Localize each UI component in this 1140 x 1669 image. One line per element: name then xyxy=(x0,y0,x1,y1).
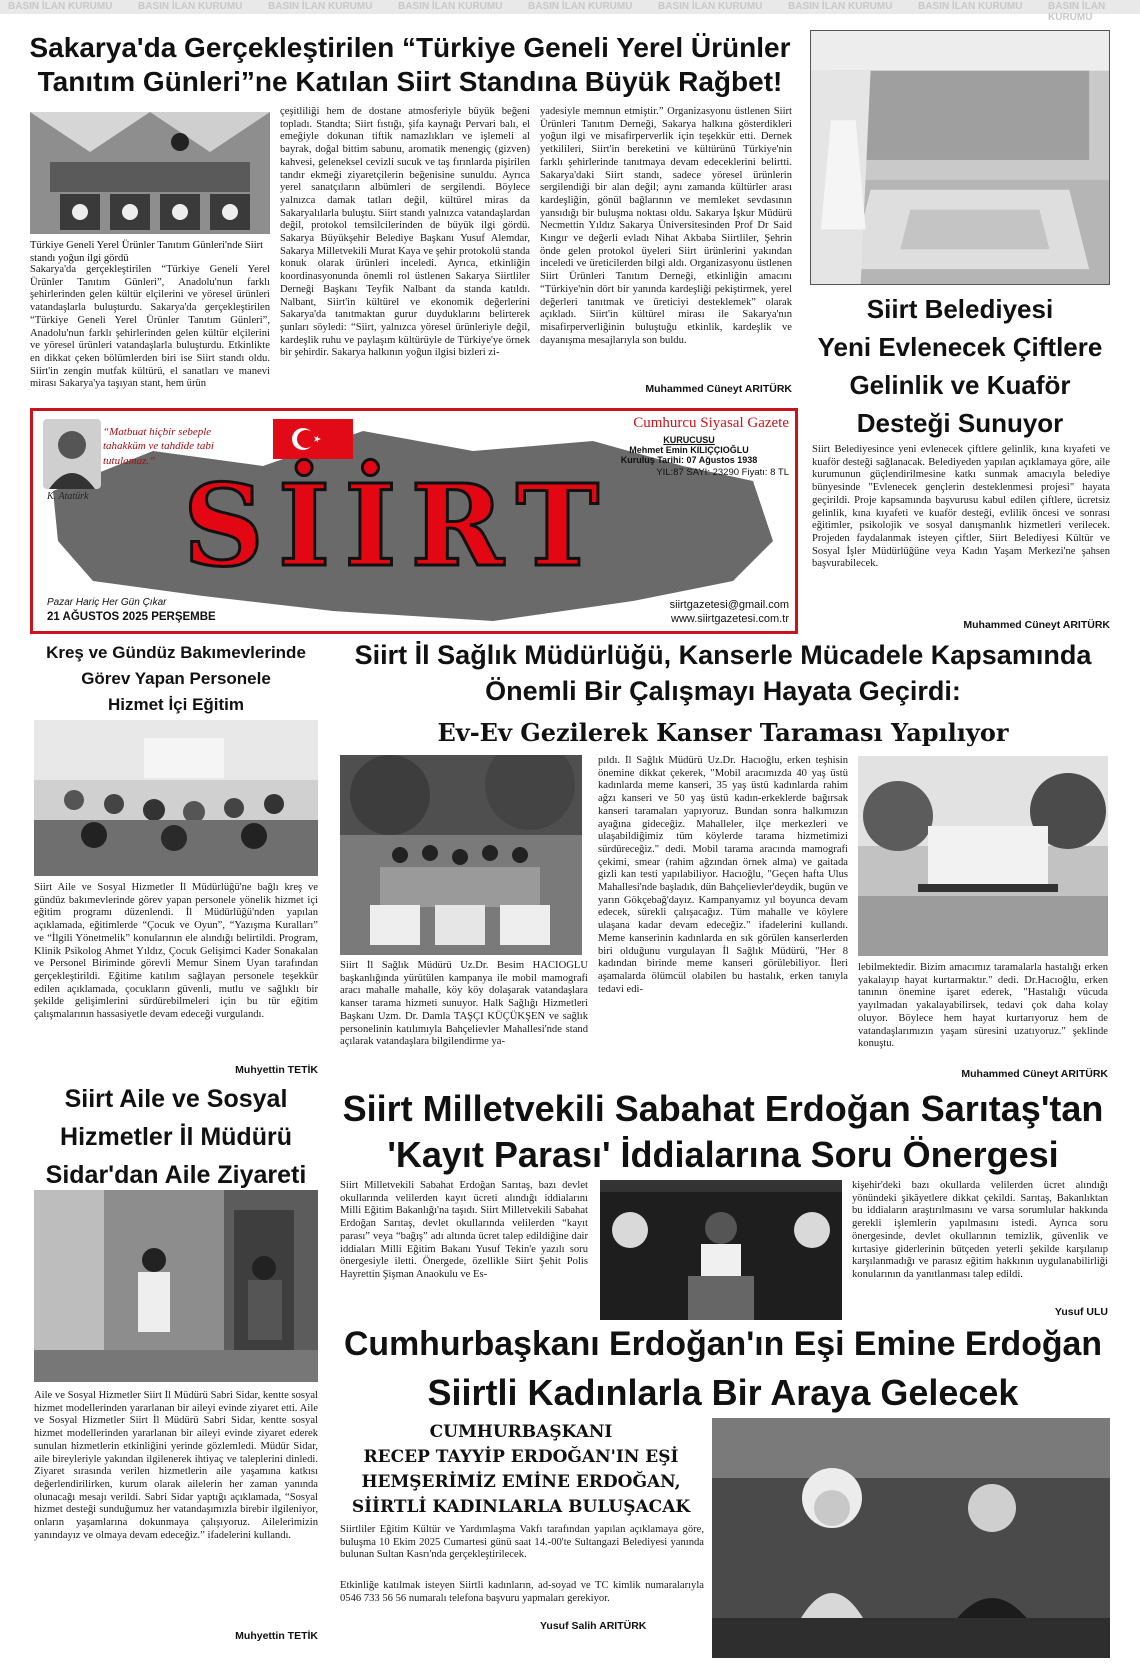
headline-gelinlik-line4: Desteği Sunuyor xyxy=(856,408,1064,438)
kres-body: Siirt Aile ve Sosyal Hizmetler İl Müdürlüğü'ne bağlı kreş ve gündüz bakımevlerinde görev yapan personele yönelik hizmet içi eğitim programı düzenlendi. İl Müdürlüğü'nden yapılan açıklamada, eğitimlerde “Çocuk ve Oyun”, “Yazışma Kuralları” ve “İlgili Yönetmelik” konularının ele alındığı belirtildi. Program, Klinik Psikolog Ahmet Yıldız, Çocuk Gelişimci Kader Sonakalan ve Personel Biriminde görevli Memur Sinem Uyan tarafından gerçekleştirildi. Eğitime katılım sağlayan personele teşekkür edilen açıklamada, çocukların güvenli, mutlu ve sağlıklı bir şekilde gelişimlerini sürdürebilmeleri için bu tür eğitim çalışmalarının hassasiyetle devam edeceği vurgulandı. xyxy=(34,882,318,1021)
ataturk-signature: K. Atatürk xyxy=(47,491,89,502)
sakarya-column-1: Sakarya'da gerçekleştirilen “Türkiye Geneli Yerel Ürünler Tanıtım Günleri”, Anadolu'nun farklı şehirlerinden gelen kültür elçilerini ve yöresel ürünleri vatandaşlarla buluşturdu. Sakarya'da gerçekleştirilen “Türkiye Geneli Yerel Ürünler Tanıtım Günleri”, Anadolu'nun farklı şehirlerinden gelen kültür elçilerini ve yöresel ürünleri vatandaşlarla buluşturdu. Etkinlikte en dikkat çeken bölümlerden biri ise Siirt standı oldu. Siirt'in zengin mutfak kültürü, el sanatları ve manevi mirası Sakarya'ya taşıyan stant, hem ürün xyxy=(30,264,270,390)
headline-sidar-line2: Hizmetler İl Müdürü xyxy=(60,1123,292,1151)
kanser-column-1: Siirt İl Sağlık Müdürü Uz.Dr. Besim HACIOĞLU başkanlığında yürütülen kampanya ile mobil mamografi aracı mahalle mahalle, köy köy dolaşarak vatandaşlara kanser tarama hizmeti sunuyor. Halk Sağlığı Hizmetleri Başkanı Uzm. Dr. Damla TAŞÇI KÜÇÜKŞEN ve sağlık personelinin katılımıyla Bahçelievler Mahallesi'nde stand açılarak vatandaşlara bilgilendirme ya- xyxy=(340,960,588,1048)
turkish-flag-icon xyxy=(273,419,353,459)
founded-date: Kuruluş Tarihi: 07 Ağustos 1938 xyxy=(620,455,758,465)
kanser-column-2: pıldı. İl Sağlık Müdürü Uz.Dr. Hacıoğlu, erken teşhisin önemine dikkat çekerek, "Mobil aracımızda 40 yaş üstü kadınlarda meme kanseri, 35 yaş üstü kadınlarda rahim ağzı kanseri ve 50 yaş üstü kadın-erkeklerde bağırsak kanseri taramaları yapıyoruz. Bundan sonra halkımızın ayağına gideceğiz. Mahalleler, ilçe merkezleri ve ulaşabildiğimiz tüm köylerde tarama hizmetimizi sürdüreceğiz." dedi. Mobil tarama aracında mamografi çekimi, smear (rahim ağzından örnek alma) ve gaitada gizli kan testi yapılabiliyor. Hacıoğlu, "Geçen hafta Ulus Mahallesi'nde başladık, dün Bahçelievler'deydik, bugün ve yarın Gökçebağ'dayız. Kampanyamız yıl boyunca devam edecek, sürekli çalışacağız. Tüm mahalle ve köylere ulaşana kadar devam edeceğiz." ifadelerini kullandı. Meme kanserinin kadınlarda en sık görülen kanserlerden biri olduğunu vurgulayan İl Sağlık Müdürü, "Her 8 kadından birinde meme kanseri görülebiliyor. İleri aşamalarda ölümcül olabilen bu hastalık, erken tanıyla tedavi edi- xyxy=(598,755,848,995)
masthead-subtitle: Cumhurcu Siyasal Gazete xyxy=(633,415,789,431)
photo-saritas-podium xyxy=(600,1180,842,1320)
byline-emine: Yusuf Salih ARITÜRK xyxy=(540,1620,647,1632)
sakarya-column-3: yadesiyle memnun etmiştir.” Organizasyonu üstlenen Siirt Ürünleri Tanıtım Derneği, Sakarya halkına gösterdikleri yoğun ilgi ve misafirperverlik için teşekkür etti. Dernek yetkilileri, Siirt'in bereketini ve kültürünü Türkiye'nin farklı şehirlerinde tanıtmaya devam edeceklerini belirtti. Sakarya'daki Siirt standı, sadece yöresel ürünlerin sergilendiği bir alan değil; aynı zamanda kültürler arası kardeşliğin, gönül bağlarının ve memleket sevdasının yansıdığı bir buluşma noktası oldu. Sakarya İşkur Müdürü Necmettin Yıldız Sakarya Üniversitesinden Prof Dr Said Kıngır ve değerli evladı Nihat Akbaba Siirtliler, Şehrin önde gelen protokol üyeleri Siirt ürünlerini yakından inceledi ve üreticilerden bilgi aldı. Organizasyonu üstlenen Siirt Ürünleri Tanıtım Derneği, etkinliğin amacını “Türkiye'nin dört bir yanında kardeşliği pekiştirmek, yerel değerleri tanıtmak ve üreticiyi desteklemek” olarak açıkladı. Siirt'in kültürel mirası ile Sakarya'nın misafirperverliğinin buluştuğu etkinlik, kardeşlik ve dayanışma mesajlarıyla son buldu. xyxy=(540,106,792,346)
issue-date: 21 AĞUSTOS 2025 PERŞEMBE xyxy=(47,611,216,623)
byline-sakarya: Muhammed Cüneyt ARITÜRK xyxy=(645,383,792,395)
kanser-column-3: lebilmektedir. Bizim amacımız taramalarla hastalığı erken yakalayıp hayat kurtarmaktır." dedi. Dr.Hacıoğlu, erken tanının önemine işaret ederek, "Hastalığı vücuda yayılmadan yakalayabilirsek, tedavi çok daha kolay oluyor. Böylece hem hayat kurtarıyoruz hem de vatandaşlarımızın yaşam süresini uzatıyoruz." şeklinde konuştu. xyxy=(858,962,1108,1050)
watermark-text: BASIN İLAN KURUMU xyxy=(8,1,113,12)
photo-caption-sakarya: Türkiye Geneli Yerel Ürünler Tanıtım Günleri'nde Siirt standı yoğun ilgi gördü xyxy=(30,240,264,264)
photo-family-visit xyxy=(34,1190,318,1382)
emine-subheadline xyxy=(336,1420,706,1520)
headline-sidar-line3: Sidar'dan Aile Ziyareti xyxy=(45,1161,307,1189)
headline-kres-line1: Kreş ve Gündüz Bakımevlerinde xyxy=(46,643,306,662)
headline-gelinlik xyxy=(810,290,1110,442)
byline-gelinlik: Muhammed Cüneyt ARITÜRK xyxy=(963,619,1110,631)
issue-info: YIL:87 SAYI: 23290 Fiyatı: 8 TL xyxy=(656,467,789,478)
photo-training-room xyxy=(34,720,318,876)
gelinlik-body: Siirt Belediyesince yeni evlenecek çiftlere gelinlik, kına kıyafeti ve kuaför desteği sağlanacak. Belediyeden yapılan açıklamaya göre, aile kurumunun güçlendirilmesine katkı sunmak amacıyla belediye bünyesinde "Evlenecek gençlerin desteklenmesi projesi" hayata geçirildi. Proje kapsamında başvurusu kabul edilen çiftlere, ücretsiz gelinlik, kına kıyafeti ve kuaför desteği, evlilik öncesi ve sonrası eğitimler, psikolojik ve sosyal danışmanlık hizmetleri verilecek. Projeden faydalanmak isteyen çiftler, Siirt Belediyesi Kültür ve Sosyal İşler Müdürlüğüne veya Kadın Yaşam Merkezi'ne şahsen başvurabilecek. xyxy=(812,444,1110,570)
photo-erdogan-couple xyxy=(712,1418,1110,1658)
headline-kres-line2: Görev Yapan Personele xyxy=(81,669,271,688)
watermark-text: BASIN İLAN KURUMU xyxy=(138,1,243,12)
headline-gelinlik-line1: Siirt Belediyesi xyxy=(866,294,1054,324)
headline-sakarya-line2: Tanıtım Günleri”ne Katılan Siirt Standına Büyük Rağbet! xyxy=(37,66,783,97)
watermark-text: BASIN İLAN KURUMU xyxy=(398,1,503,12)
headline-sidar-line1: Siirt Aile ve Sosyal xyxy=(64,1085,288,1113)
headline-sidar xyxy=(30,1080,322,1194)
watermark-text: BASIN İLAN KURUMU xyxy=(528,1,633,12)
byline-kres: Muhyettin TETİK xyxy=(235,1064,318,1076)
headline-emine-line2: Siirtli Kadınlarla Bir Araya Gelecek xyxy=(427,1372,1019,1413)
headline-gelinlik-line2: Yeni Evlenecek Çiftlere xyxy=(817,332,1103,362)
headline-kres-line3: Hizmet İçi Eğitim xyxy=(107,695,245,714)
byline-kanser: Muhammed Cüneyt ARITÜRK xyxy=(961,1068,1108,1080)
photo-screening-stand xyxy=(340,755,582,955)
founder-label: KURUCUSU xyxy=(663,435,715,445)
watermark-text: BASIN İLAN KURUMU xyxy=(918,1,1023,12)
sakarya-column-2: çeşitliliği hem de dostane atmosferiyle büyük beğeni topladı. Standta; Siirt fıstığı, şifa kaynağı Pervari balı, el emeğiyle dokunan tiftik namazlıkları ve işlemeli al bayrak, doğal bittim sabunu, aromatik menengiç (gizven) kahvesi, geleneksel cevizli sucuk ve taş fırınlarda pişirilen tandır ekmeği ziyaretçilerin beğenisine sunuldu. Ayrıca yerel sanatçıların albümleri de sergilendi. Böylece yalnızca damak tatları değil, kültürel miras da Sakaryalılarla buluştu. Siirt standı yalnızca vatandaşlardan değil, protokol temsilcilerinden de büyük ilgi gördü. Sakarya Büyükşehir Belediye Başkanı Yusuf Alemdar, Sakarya Milletvekili Murat Kaya ve şehir protokolü standa konuk olarak ürünleri inceledi. Ayrıca, etkinliğin koordinasyonunda önemli rol üstlenen Sakarya Siirtliler Derneği Başkanı Teyfik Nalbant da standa katıldı. Nalbant, Siirt'in kültürel ve ekonomik değerlerini Sakarya'da tanıtmaktan gurur duyduklarını belirterek şunları söyledi: “Siirt, yalnızca yöresel ürünleriyle değil, kardeşlik ruhu ve paylaşım kültürüyle de Türkiye'ye örnek bir şehirdir. Sakarya halkının yoğun ilgisi bizleri zi- xyxy=(280,106,530,359)
headline-kres xyxy=(30,640,322,718)
masthead-title: SİİRT xyxy=(182,461,614,592)
saritas-column-1: Siirt Milletvekili Sabahat Erdoğan Sarıtaş, bazı devlet okullarında velilerden kayıt ücreti alındığı iddialarını Milli Eğitim Bakanlığı'na taşıdı. Siirt Milletvekili Sabahat Erdoğan Sarıtaş, devlet okullarında velilerden “kayıt parası” veya “bağış” adı altında ücret talep edildiğine dair iddiaları Milli Eğitim Bakanı Yusuf Tekin'e yazılı soru önergesiyle iletti. Önergede, özellikle Siirt Şehit Polis Hayrettin Şişman Anaokulu ve Es- xyxy=(340,1180,588,1280)
publication-frequency: Pazar Hariç Her Gün Çıkar xyxy=(47,597,167,608)
emine-sub-line4: SİİRTLİ KADINLARLA BULUŞACAK xyxy=(351,1497,691,1517)
emine-sub-line3: HEMŞERİMİZ EMİNE ERDOĞAN, xyxy=(361,1472,681,1492)
contact-email[interactable]: siirtgazetesi@gmail.com xyxy=(669,599,789,611)
contact-website[interactable]: www.siirtgazetesi.com.tr xyxy=(671,613,789,625)
watermark-text: BASIN İLAN KURUMU xyxy=(788,1,893,12)
headline-kanser-line1: Siirt İl Sağlık Müdürlüğü, Kanserle Mücadele Kapsamında xyxy=(354,640,1092,670)
photo-sakarya-stand xyxy=(30,112,270,234)
emine-body-1: Siirtliler Eğitim Kültür ve Yardımlaşma Vakfı tarafından yapılan açıklamaya göre, buluşma 10 Ekim 2025 Cumartesi günü saat 14.-00'te Sultangazi Belediyesi yanında bulunan Sultan Kasrı'nda gerçekleştirilecek. xyxy=(340,1524,704,1561)
watermark-text: BASIN İLAN KURUMU xyxy=(1048,1,1106,23)
subheadline-kanser: Ev-Ev Gezilerek Kanser Taraması Yapılıyor xyxy=(437,718,1009,747)
headline-kanser-line2: Önemli Bir Çalışmayı Hayata Geçirdi: xyxy=(485,676,961,706)
byline-saritas: Yusuf ULU xyxy=(1054,1306,1108,1318)
photo-bridal-shop xyxy=(810,30,1110,285)
watermark-text: BASIN İLAN KURUMU xyxy=(268,1,373,12)
headline-emine-line1: Cumhurbaşkanı Erdoğan'ın Eşi Emine Erdoğan xyxy=(343,1325,1103,1363)
top-watermark-strip xyxy=(0,0,1140,23)
headline-saritas-line2: 'Kayıt Parası' İddialarına Soru Önergesi xyxy=(387,1134,1059,1175)
masthead xyxy=(30,408,798,634)
sidar-body: Aile ve Sosyal Hizmetler Siirt İl Müdürü Sabri Sidar, kentte sosyal hizmet modellerinden yararlanan bir aileyi evinde ziyaret etti. Aile ve Sosyal Hizmetler Siirt İl Müdürü Sabri Sidar, kentte sosyal hizmet modellerinden yararlanan bir aileyi evinde ziyaret ederek sunulan hizmetlerin etkinliğini yerinde gözlemledi. Müdür Sidar, aile bireyleriyle yakından ilgilenerek ihtiyaç ve taleplerini dinledi. Ziyaret sırasında verilen hizmetlerin aile yaşamına katkısı değerlendirilirken, kurum olarak ailelerin her zaman yanında olunacağı mesajı verildi. Sabri Sidar yaptığı açıklamada, “Sosyal hizmet desteği sunduğumuz her vatandaşımızla birebir ilgileniyor, onların yaşamlarına dokunmaya çalışıyoruz. Ailelerimizin yanındayız ve olmaya devam edeceğiz.” ifadelerini kullandı. xyxy=(34,1390,318,1541)
saritas-column-2: kişehir'deki bazı okullarda velilerden ücret alındığı yönündeki şikâyetlere dikkat çekildi. Sarıtaş, Bakanlıktan bu iddiaların araştırılmasını ve varsa sorumlular hakkında gerekli işlemlerin yapılmasını istedi. Ayrıca soru önergesinde, devlet okullarının temizlik, güvenlik ve kırtasiye giderlerinin bütçeden yeterli şekilde karşılanıp karşılanmadığı ve parasız eğitim hakkının uygulanabilirliği konularının da yanıtlanması talep edildi. xyxy=(852,1180,1108,1280)
emine-sub-line1: CUMHURBAŞKANI xyxy=(429,1422,613,1442)
ataturk-quote: “Matbuat hiçbir sebeple tahakküm ve tahdide tabi tutulamaz.” xyxy=(103,426,214,467)
headline-sakarya-line1: Sakarya'da Gerçekleştirilen “Türkiye Geneli Yerel Ürünler xyxy=(29,32,791,63)
photo-mobile-mammography xyxy=(858,756,1108,956)
emine-body-2: Etkinliğe katılmak isteyen Siirtli kadınların, ad-soyad ve TC kimlik numaralarıyla 0546 733 56 56 numaralı telefona başvuru yapmaları gerekiyor. xyxy=(340,1580,704,1604)
watermark-text: BASIN İLAN KURUMU xyxy=(658,1,763,12)
headline-gelinlik-line3: Gelinlik ve Kuaför xyxy=(849,370,1071,400)
byline-sidar: Muhyettin TETİK xyxy=(235,1630,318,1642)
emine-sub-line2: RECEP TAYYİP ERDOĞAN'IN EŞİ xyxy=(363,1447,679,1467)
founder-name: Mehmet Emin KILIÇÇIOĞLU xyxy=(629,445,749,455)
headline-saritas-line1: Siirt Milletvekili Sabahat Erdoğan Sarıtaş'tan xyxy=(342,1088,1104,1129)
